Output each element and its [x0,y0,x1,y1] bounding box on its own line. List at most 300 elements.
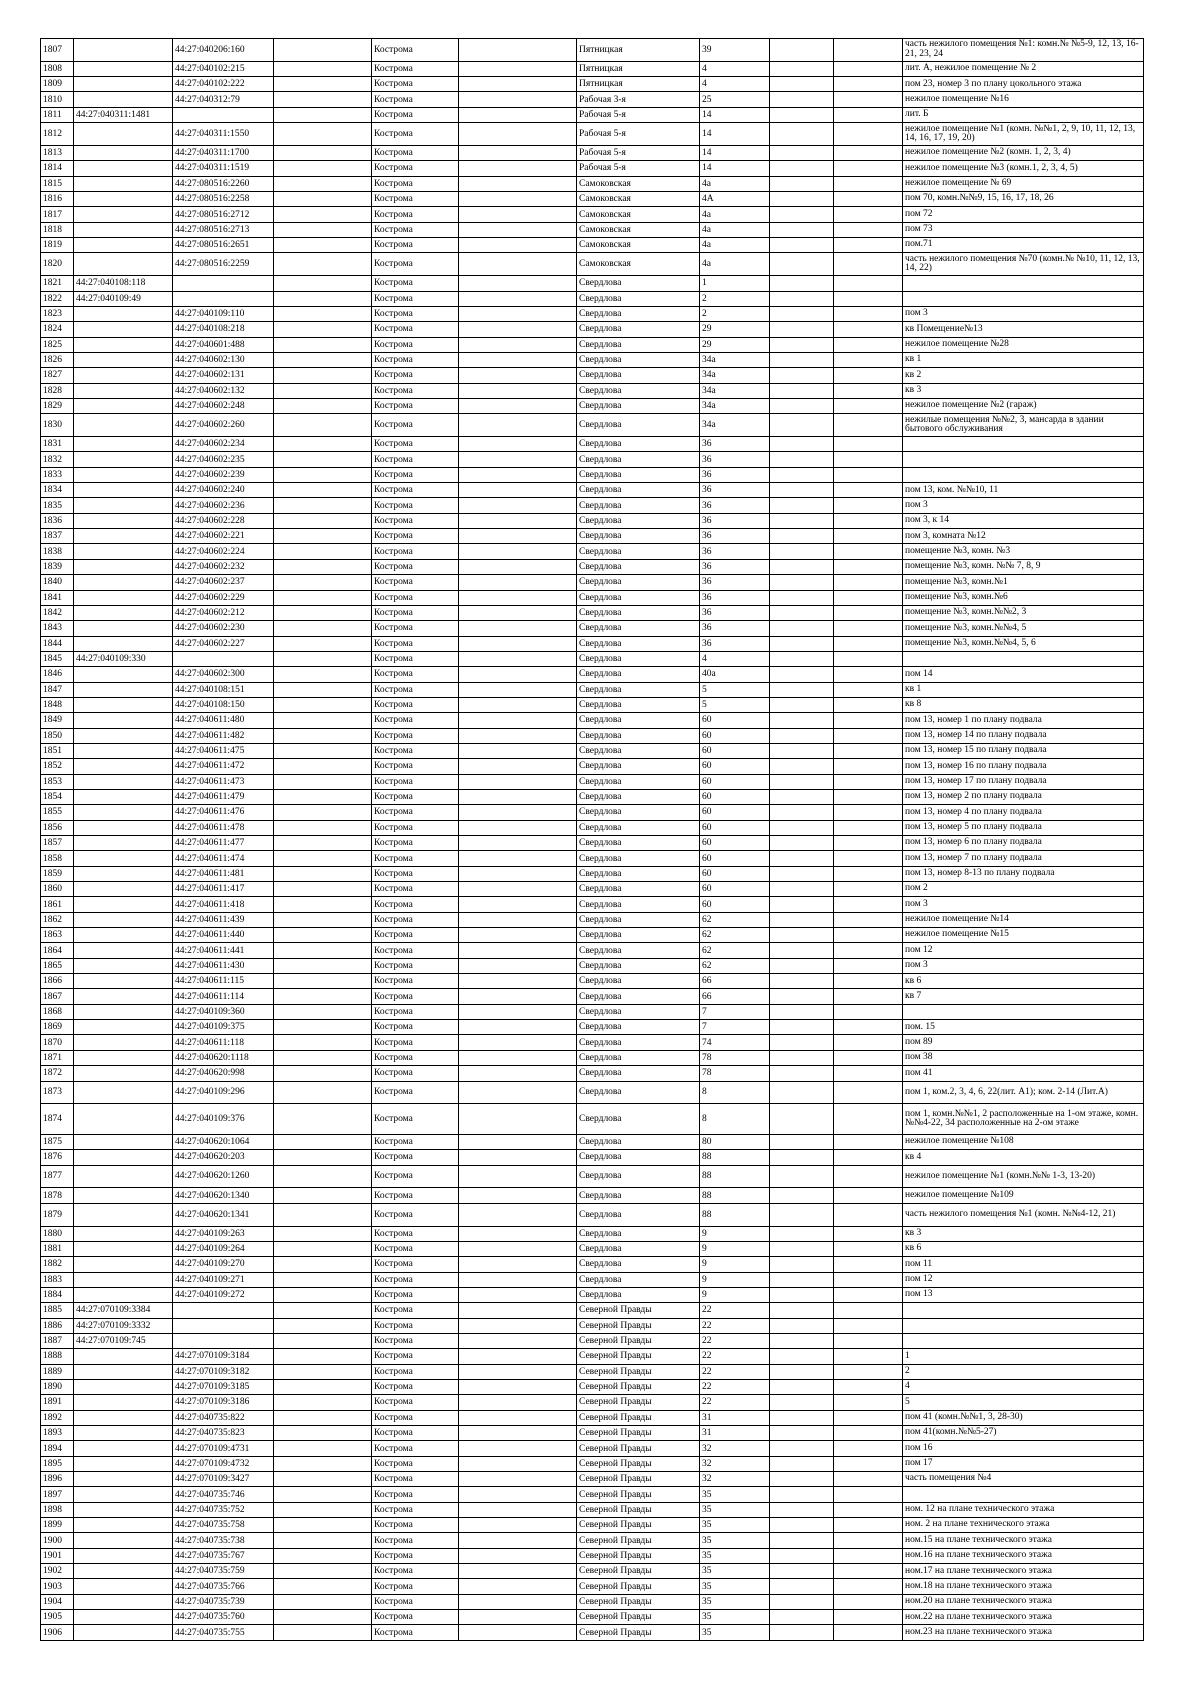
table-row [41,161,1144,176]
district-cell [459,544,577,559]
apartment-cell [834,820,903,835]
house-number-cell: 14 [700,161,770,176]
house-number-cell: 4а [700,238,770,253]
street-cell: Северной Правды [577,1594,700,1609]
street-cell: Рабочая 5-я [577,161,700,176]
district-cell [459,1134,577,1149]
city-cell: Кострома [372,943,459,958]
parent-cadastral-number [74,1020,173,1035]
street-cell: Свердлова [577,437,700,452]
table-row [41,39,1144,62]
house-number-cell: 22 [700,1364,770,1379]
table-row [41,1395,1144,1410]
extra-code-cell [274,1318,372,1333]
house-number-cell: 4а [700,222,770,237]
city-cell: Кострома [372,352,459,367]
street-cell: Свердлова [577,1150,700,1165]
apartment-cell [834,682,903,697]
house-number-cell: 9 [700,1226,770,1241]
city-cell: Кострома [372,1035,459,1050]
apartment-cell [834,337,903,352]
building-cell [770,1272,834,1287]
extra-code-cell [274,774,372,789]
parent-cadastral-number [74,943,173,958]
district-cell [459,238,577,253]
premises-note-cell: пом 14 [903,667,1144,682]
parent-cadastral-number [74,1548,173,1563]
street-cell: Самоковская [577,222,700,237]
house-number-cell: 35 [700,1579,770,1594]
parent-cadastral-number [74,682,173,697]
building-cell [770,928,834,943]
building-cell [770,1564,834,1579]
building-cell [770,1625,834,1640]
premises-note-cell [903,276,1144,291]
district-cell [459,759,577,774]
apartment-cell [834,483,903,498]
apartment-cell [834,1134,903,1149]
building-cell [770,1395,834,1410]
building-cell [770,1104,834,1135]
premises-note-cell [903,1487,1144,1502]
parent-cadastral-number [74,1594,173,1609]
row-number: 1856 [41,820,74,835]
parent-cadastral-number [74,222,173,237]
cadastral-number: 44:27:040109:263 [173,1226,274,1241]
house-number-cell: 4 [700,61,770,76]
house-number-cell: 8 [700,1081,770,1104]
table-row [41,1020,1144,1035]
apartment-cell [834,1625,903,1640]
city-cell: Кострома [372,789,459,804]
row-number: 1837 [41,529,74,544]
district-cell [459,636,577,651]
city-cell: Кострома [372,1004,459,1019]
row-number: 1822 [41,291,74,306]
apartment-cell [834,713,903,728]
cadastral-number: 44:27:040611:118 [173,1035,274,1050]
city-cell: Кострома [372,1487,459,1502]
extra-code-cell [274,452,372,467]
building-cell [770,559,834,574]
cadastral-number: 44:27:080516:2712 [173,207,274,222]
street-cell: Северной Правды [577,1333,700,1348]
street-cell: Рабочая 5-я [577,107,700,122]
house-number-cell: 36 [700,575,770,590]
extra-code-cell [274,383,372,398]
cadastral-number: 44:27:040620:1064 [173,1134,274,1149]
parent-cadastral-number [74,728,173,743]
table-row [41,1502,1144,1517]
building-cell [770,1579,834,1594]
street-cell: Свердлова [577,1287,700,1302]
apartment-cell [834,145,903,160]
apartment-cell [834,667,903,682]
apartment-cell [834,559,903,574]
house-number-cell: 22 [700,1349,770,1364]
table-row [41,544,1144,559]
premises-note-cell: пом 13, номер 15 по плану подвала [903,743,1144,758]
street-cell: Свердлова [577,636,700,651]
row-number: 1857 [41,836,74,851]
extra-code-cell [274,974,372,989]
table-row [41,590,1144,605]
district-cell [459,1035,577,1050]
apartment-cell [834,1318,903,1333]
street-cell: Свердлова [577,743,700,758]
house-number-cell: 22 [700,1333,770,1348]
cadastral-number: 44:27:040611:115 [173,974,274,989]
street-cell: Свердлова [577,1257,700,1272]
district-cell [459,958,577,973]
row-number: 1813 [41,145,74,160]
building-cell [770,1548,834,1563]
premises-note-cell: кв 7 [903,989,1144,1004]
street-cell: Свердлова [577,1165,700,1188]
row-number: 1844 [41,636,74,651]
district-cell [459,1188,577,1203]
row-number: 1892 [41,1410,74,1425]
city-cell: Кострома [372,882,459,897]
row-number: 1895 [41,1456,74,1471]
premises-note-cell: часть нежилого помещения №1 (комн. №№4-12, 21) [903,1203,1144,1226]
street-cell: Свердлова [577,943,700,958]
house-number-cell: 29 [700,337,770,352]
city-cell: Кострома [372,1287,459,1302]
cadastral-number: 44:27:040611:114 [173,989,274,1004]
premises-note-cell: пом 13, номер 6 по плану подвала [903,836,1144,851]
premises-note-cell: пом 13, номер 8-13 по плану подвала [903,866,1144,881]
premises-note-cell: пом 3 [903,498,1144,513]
district-cell [459,943,577,958]
row-number: 1847 [41,682,74,697]
table-row [41,989,1144,1004]
parent-cadastral-number [74,1349,173,1364]
district-cell [459,575,577,590]
parent-cadastral-number [74,77,173,92]
row-number: 1864 [41,943,74,958]
extra-code-cell [274,161,372,176]
premises-note-cell: пом.71 [903,238,1144,253]
house-number-cell: 31 [700,1425,770,1440]
building-cell [770,306,834,321]
building-cell [770,1134,834,1149]
street-cell: Рабочая 5-я [577,145,700,160]
street-cell: Северной Правды [577,1318,700,1333]
parent-cadastral-number [74,1226,173,1241]
extra-code-cell [274,238,372,253]
table-row [41,974,1144,989]
house-number-cell: 62 [700,928,770,943]
extra-code-cell [274,1472,372,1487]
premises-note-cell: нежилое помещение №16 [903,92,1144,107]
city-cell: Кострома [372,774,459,789]
street-cell: Северной Правды [577,1502,700,1517]
premises-note-cell: пом 72 [903,207,1144,222]
parent-cadastral-number: 44:27:040109:330 [74,651,173,666]
cadastral-number: 44:27:040311:1519 [173,161,274,176]
building-cell [770,1165,834,1188]
street-cell: Свердлова [577,1035,700,1050]
extra-code-cell [274,276,372,291]
parent-cadastral-number [74,1241,173,1256]
street-cell: Свердлова [577,682,700,697]
apartment-cell [834,123,903,146]
apartment-cell [834,1379,903,1394]
house-number-cell: 60 [700,728,770,743]
street-cell: Свердлова [577,414,700,437]
apartment-cell [834,1548,903,1563]
district-cell [459,1020,577,1035]
extra-code-cell [274,414,372,437]
street-cell: Свердлова [577,667,700,682]
apartment-cell [834,1035,903,1050]
district-cell [459,368,577,383]
street-cell: Свердлова [577,974,700,989]
city-cell: Кострома [372,222,459,237]
building-cell [770,1518,834,1533]
table-row [41,1165,1144,1188]
house-number-cell: 8 [700,1104,770,1135]
cadastral-number: 44:27:040102:215 [173,61,274,76]
building-cell [770,697,834,712]
cadastral-number: 44:27:040735:738 [173,1533,274,1548]
street-cell: Свердлова [577,605,700,620]
parent-cadastral-number [74,352,173,367]
premises-note-cell: часть нежилого помещения №1: комн.№ №5-9, 12, 13, 16-21, 23, 24 [903,39,1144,62]
table-row [41,1134,1144,1149]
house-number-cell: 35 [700,1625,770,1640]
row-number: 1901 [41,1548,74,1563]
street-cell: Свердлова [577,866,700,881]
extra-code-cell [274,1165,372,1188]
property-register-table [40,38,1144,1641]
table-row [41,575,1144,590]
extra-code-cell [274,897,372,912]
premises-note-cell: ном.23 на плане технического этажа [903,1625,1144,1640]
premises-note-cell [903,651,1144,666]
street-cell: Пятницкая [577,77,700,92]
city-cell: Кострома [372,1081,459,1104]
row-number: 1848 [41,697,74,712]
district-cell [459,1472,577,1487]
extra-code-cell [274,1272,372,1287]
street-cell: Свердлова [577,1203,700,1226]
cadastral-number: 44:27:040108:151 [173,682,274,697]
apartment-cell [834,882,903,897]
city-cell: Кострома [372,92,459,107]
city-cell: Кострома [372,1226,459,1241]
premises-note-cell [903,467,1144,482]
extra-code-cell [274,437,372,452]
cadastral-number [173,276,274,291]
extra-code-cell [274,1066,372,1081]
city-cell: Кострома [372,1625,459,1640]
city-cell: Кострома [372,974,459,989]
apartment-cell [834,789,903,804]
city-cell: Кострома [372,1241,459,1256]
building-cell [770,713,834,728]
building-cell [770,958,834,973]
parent-cadastral-number [74,398,173,413]
premises-note-cell: пом 70, комн.№№9, 15, 16, 17, 18, 26 [903,192,1144,207]
city-cell: Кострома [372,61,459,76]
row-number: 1902 [41,1564,74,1579]
street-cell: Северной Правды [577,1533,700,1548]
house-number-cell: 36 [700,513,770,528]
parent-cadastral-number [74,1487,173,1502]
premises-note-cell: пом 3 [903,306,1144,321]
building-cell [770,1035,834,1050]
city-cell: Кострома [372,414,459,437]
house-number-cell: 60 [700,851,770,866]
building-cell [770,1020,834,1035]
house-number-cell: 14 [700,107,770,122]
cadastral-number [173,1333,274,1348]
parent-cadastral-number [74,882,173,897]
premises-note-cell: нежилое помещение №28 [903,337,1144,352]
parent-cadastral-number: 44:27:070109:3332 [74,1318,173,1333]
district-cell [459,590,577,605]
building-cell [770,291,834,306]
house-number-cell: 40а [700,667,770,682]
street-cell: Северной Правды [577,1456,700,1471]
city-cell: Кострома [372,1333,459,1348]
apartment-cell [834,697,903,712]
table-row [41,728,1144,743]
cadastral-number: 44:27:070109:3182 [173,1364,274,1379]
district-cell [459,77,577,92]
district-cell [459,467,577,482]
table-row [41,697,1144,712]
building-cell [770,774,834,789]
street-cell: Свердлова [577,276,700,291]
apartment-cell [834,1066,903,1081]
house-number-cell: 35 [700,1487,770,1502]
cadastral-number: 44:27:040611:440 [173,928,274,943]
parent-cadastral-number [74,1165,173,1188]
premises-note-cell [903,1333,1144,1348]
cadastral-number: 44:27:040602:237 [173,575,274,590]
building-cell [770,651,834,666]
extra-code-cell [274,1150,372,1165]
row-number: 1820 [41,253,74,276]
building-cell [770,337,834,352]
extra-code-cell [274,1004,372,1019]
extra-code-cell [274,1487,372,1502]
building-cell [770,1472,834,1487]
parent-cadastral-number [74,866,173,881]
premises-note-cell [903,437,1144,452]
cadastral-number [173,1303,274,1318]
city-cell: Кострома [372,161,459,176]
street-cell: Свердлова [577,498,700,513]
premises-note-cell: пом 73 [903,222,1144,237]
building-cell [770,605,834,620]
premises-note-cell: кв 6 [903,1241,1144,1256]
city-cell: Кострома [372,452,459,467]
house-number-cell: 60 [700,743,770,758]
apartment-cell [834,1349,903,1364]
row-number: 1898 [41,1502,74,1517]
house-number-cell: 36 [700,483,770,498]
parent-cadastral-number [74,207,173,222]
city-cell: Кострома [372,1318,459,1333]
building-cell [770,452,834,467]
district-cell [459,145,577,160]
street-cell: Свердлова [577,513,700,528]
street-cell: Свердлова [577,322,700,337]
table-row [41,682,1144,697]
extra-code-cell [274,1035,372,1050]
table-row [41,483,1144,498]
street-cell: Свердлова [577,789,700,804]
premises-note-cell: кв 3 [903,1226,1144,1241]
building-cell [770,728,834,743]
house-number-cell: 35 [700,1610,770,1625]
apartment-cell [834,276,903,291]
cadastral-number: 44:27:040611:418 [173,897,274,912]
cadastral-number: 44:27:040109:296 [173,1081,274,1104]
building-cell [770,636,834,651]
city-cell: Кострома [372,559,459,574]
cadastral-number: 44:27:040611:480 [173,713,274,728]
parent-cadastral-number [74,145,173,160]
house-number-cell: 14 [700,145,770,160]
parent-cadastral-number [74,1035,173,1050]
extra-code-cell [274,575,372,590]
building-cell [770,414,834,437]
building-cell [770,352,834,367]
cadastral-number: 44:27:040602:260 [173,414,274,437]
row-number: 1872 [41,1066,74,1081]
city-cell: Кострома [372,1303,459,1318]
premises-note-cell: помещение №3, комн.№6 [903,590,1144,605]
row-number: 1826 [41,352,74,367]
apartment-cell [834,92,903,107]
city-cell: Кострома [372,1456,459,1471]
premises-note-cell: пом 38 [903,1050,1144,1065]
city-cell: Кострома [372,1066,459,1081]
house-number-cell: 36 [700,590,770,605]
city-cell: Кострома [372,192,459,207]
building-cell [770,107,834,122]
building-cell [770,820,834,835]
extra-code-cell [274,498,372,513]
premises-note-cell: 2 [903,1364,1144,1379]
table-row [41,1004,1144,1019]
premises-note-cell: кв 8 [903,697,1144,712]
table-row [41,1487,1144,1502]
apartment-cell [834,1150,903,1165]
house-number-cell: 35 [700,1533,770,1548]
parent-cadastral-number [74,1579,173,1594]
district-cell [459,651,577,666]
extra-code-cell [274,851,372,866]
building-cell [770,513,834,528]
street-cell: Самоковская [577,207,700,222]
parent-cadastral-number [74,1188,173,1203]
cadastral-number: 44:27:040109:110 [173,306,274,321]
table-row [41,1104,1144,1135]
premises-note-cell: кв Помещение№13 [903,322,1144,337]
row-number: 1881 [41,1241,74,1256]
parent-cadastral-number [74,337,173,352]
building-cell [770,912,834,927]
parent-cadastral-number [74,851,173,866]
cadastral-number: 44:27:040611:430 [173,958,274,973]
premises-note-cell: помещение №3, комн.№1 [903,575,1144,590]
